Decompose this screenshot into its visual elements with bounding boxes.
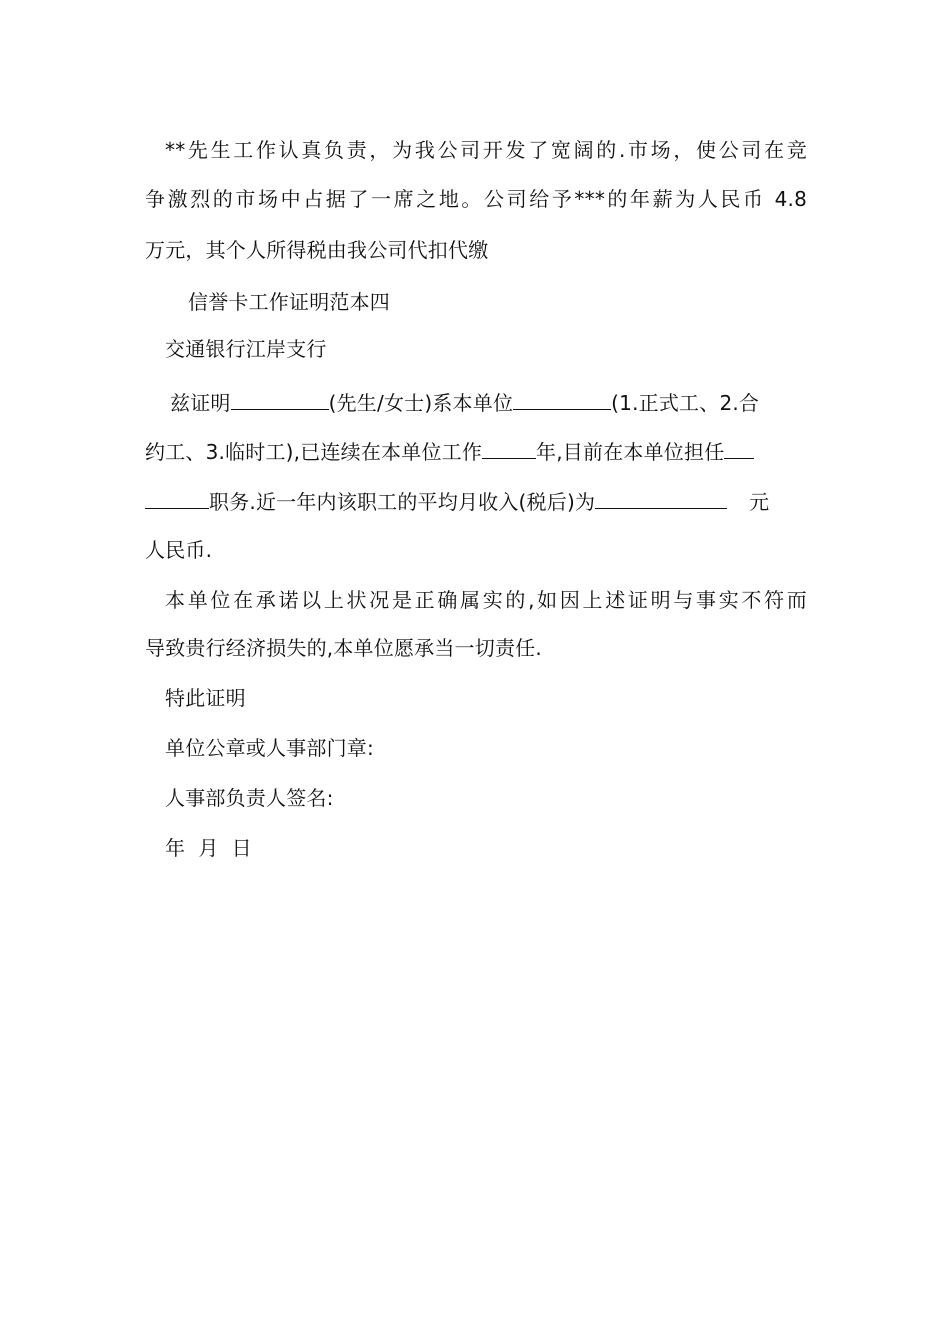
paragraph-1-line-1: **先生工作认真负责，为我公司开发了宽阔的.市场，使公司在竞 [165,138,807,162]
paragraph-1-line-2: 争激烈的市场中占据了一席之地。公司给予***的年薪为人民币 4.8 [145,187,807,211]
certification-line-1 [170,391,807,413]
certification-line-2 [145,440,807,462]
certification-text: (1.正式工、2.合 [611,391,760,415]
income-blank[interactable] [595,490,727,509]
closing-text: 特此证明 [165,686,246,710]
signature-label: 人事部负责人签名: [165,786,334,810]
date-label: 年 月 日 [165,836,252,860]
paragraph-1-line-3: 万元，其个人所得税由我公司代扣代缴 [145,238,489,262]
certification-text: 职务.近一年内该职工的平均月收入(税后)为 [209,490,596,514]
certification-text: 元 [749,490,770,514]
commitment-line-1: 本单位在承诺以上状况是正确属实的,如因上述证明与事实不符而 [165,588,807,612]
seal-label: 单位公章或人事部门章: [165,736,374,760]
position-blank-start[interactable] [724,440,754,459]
certification-line-3 [145,490,807,512]
certification-text: 兹证明 [170,391,231,415]
certification-text: 约工、3.临时工),已连续在本单位工作 [145,440,483,464]
position-blank-end[interactable] [145,490,209,509]
addressee: 交通银行江岸支行 [165,337,327,361]
commitment-line-2: 导致贵行经济损失的,本单位愿承当一切责任. [145,636,542,660]
name-blank[interactable] [231,391,329,410]
certification-text: 年,目前在本单位担任 [536,440,725,464]
section-title: 信誉卡工作证明范本四 [188,290,390,314]
employer-blank[interactable] [513,391,611,410]
years-blank[interactable] [482,440,536,459]
certification-text: (先生/女士)系本单位 [328,391,514,415]
certification-line-4: 人民币. [145,538,213,562]
